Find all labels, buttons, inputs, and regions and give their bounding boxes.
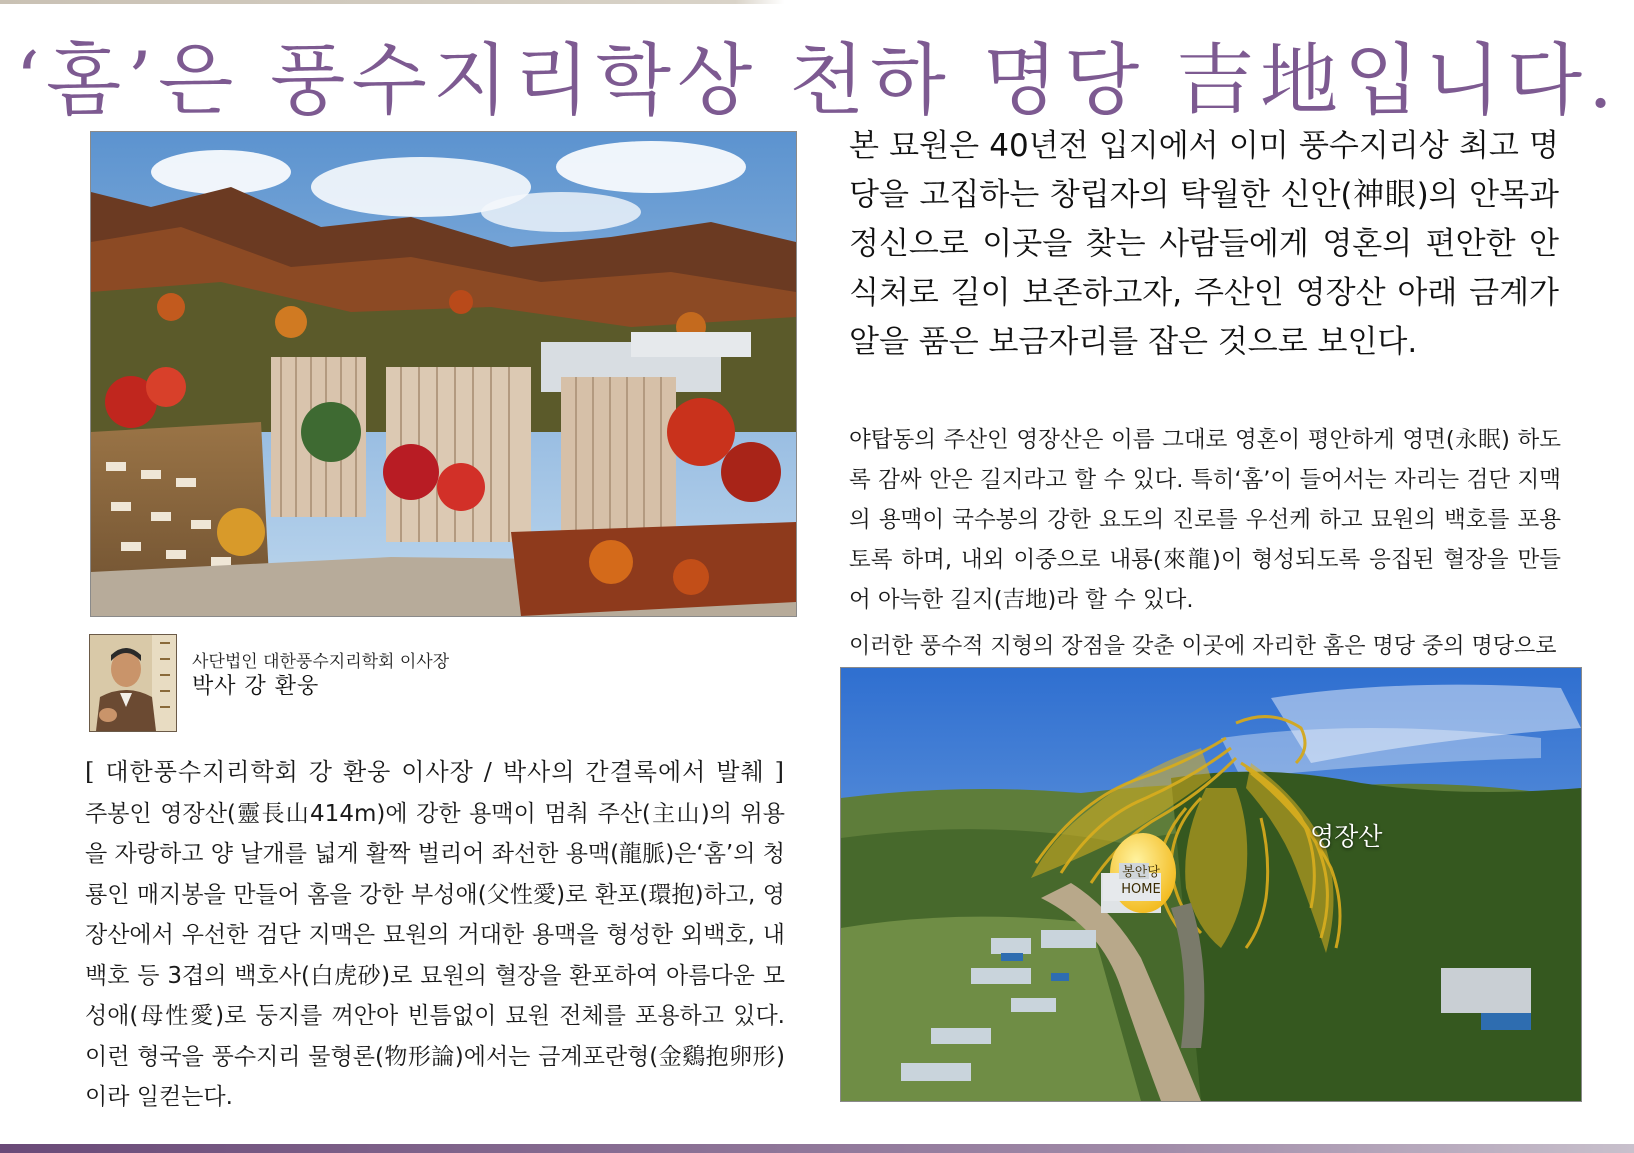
- top-decorative-strip: [0, 0, 1634, 4]
- autumn-memorial-park-photo: [90, 131, 797, 617]
- aerial-phoenix-photo: [840, 667, 1582, 1102]
- home-badge: [1110, 864, 1172, 898]
- left-paragraph-body: 주봉인 영장산(靈長山414m)에 강한 용맥이 멈춰 주산(主山)의 위용을 자랑하고 양 날개를 넓게 활짝 벌리어 좌선한 용맥(龍脈)은‘홈’의 청룡인 매지봉을 만들어 홈을 강한 부성애(父性愛)로 환포(環抱)하고, 영장산에서 우선한 검단 지맥은 묘원의 거대한 용맥을 형성한 외백호, 내백호 등 3겹의 백호사(白虎砂)로 묘원의 혈장을 환포하여 아름다운 모성애(母性愛)로 둥지를 껴안아 빈틈없이 묘원 전체를 포용하고 있다. 이런 형국을 풍수지리 물형론(物形論)에서는 금계포란형(金鷄抱卵形)이라 일컫는다.: [85, 800, 785, 1110]
- clipped-text-line: [849, 634, 1561, 667]
- mountain-label: 영장산: [1310, 822, 1383, 851]
- page-title: ‘홈’은 풍수지리학상 천하 명당 吉地입니다.: [15, 36, 1619, 126]
- author-portrait: [89, 634, 177, 732]
- bottom-decorative-band: [0, 1144, 1634, 1153]
- author-role: 사단법인 대한풍수지리학회 이사장: [192, 652, 450, 672]
- author-name: 박사 강 환웅: [192, 674, 320, 699]
- badge-line-1: 봉안당: [1122, 865, 1160, 880]
- source-bracket: [ 대한풍수지리학회 강 환웅 이사장 / 박사의 간결록에서 발췌 ]: [85, 758, 785, 786]
- second-paragraph: 야탑동의 주산인 영장산은 이름 그대로 영혼이 평안하게 영면(永眠) 하도록 감싸 안은 길지라고 할 수 있다. 특히‘홈’이 들어서는 자리는 검단 지맥의 용맥이 국수봉의 강한 요도의 진로를 우선케 하고 묘원의 백호를 포용토록 하며, 내외 이중으로 내룡(來龍)이 형성되도록 응집된 혈장을 만들어 아늑한 길지(吉地)라 할 수 있다.: [849, 427, 1561, 613]
- clipped-text: 이러한 풍수적 지형의 장점을 갖춘 이곳에 자리한 홈은 명당 중의 명당으로: [849, 634, 1557, 659]
- left-paragraph: [85, 752, 785, 1118]
- lead-paragraph: 본 묘원은 40년전 입지에서 이미 풍수지리상 최고 명당을 고집하는 창립자의 탁월한 신안(神眼)의 안목과 정신으로 이곳을 찾는 사람들에게 영혼의 편안한 안식처로 길이 보존하고자, 주산인 영장산 아래 금계가 알을 품은 보금자리를 잡은 것으로 보인다.: [849, 128, 1559, 360]
- badge-line-2: HOME: [1121, 882, 1161, 897]
